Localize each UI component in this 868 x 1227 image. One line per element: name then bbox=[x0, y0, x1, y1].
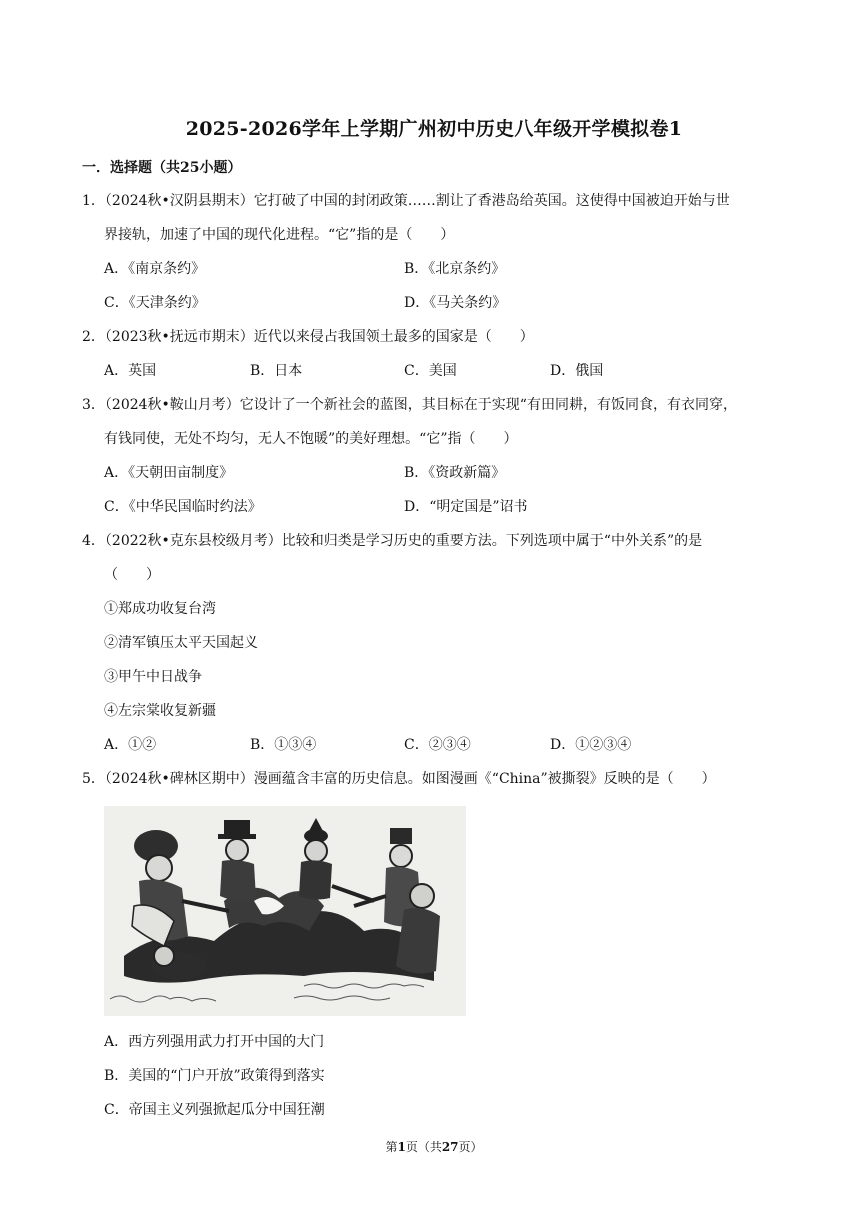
question-4-option-c: C．②③④ bbox=[404, 737, 471, 753]
question-1-text: 1．（2024秋•汉阴县期末）它打破了中国的封闭政策……割让了香港岛给英国。这使得中国被迫开始与世 bbox=[82, 193, 730, 209]
section-heading: 一．选择题（共25小题） bbox=[82, 160, 242, 176]
question-3-option-a: A．《天朝田亩制度》 bbox=[104, 465, 234, 481]
footer-suffix: 页） bbox=[458, 1140, 483, 1154]
footer-mid: 页（共 bbox=[405, 1140, 442, 1154]
question-4-item-1: ①郑成功收复台湾 bbox=[104, 601, 216, 617]
question-5-option-b: B．美国的“门户开放”政策得到落实 bbox=[104, 1068, 325, 1084]
footer-total-pages: 27 bbox=[441, 1140, 459, 1154]
question-1-option-d: D．《马关条约》 bbox=[404, 295, 507, 311]
footer-page-number: 1 bbox=[397, 1140, 406, 1154]
question-1-option-a: A．《南京条约》 bbox=[104, 261, 206, 277]
question-5-option-a: A．西方列强用武力打开中国的大门 bbox=[104, 1034, 325, 1050]
question-2-text: 2．（2023秋•抚远市期末）近代以来侵占我国领土最多的国家是（ ） bbox=[82, 329, 534, 345]
question-4-text: 4．（2022秋•克东县校级月考）比较和归类是学习历史的重要方法。下列选项中属于“中外关系”的是 bbox=[82, 533, 703, 549]
footer-prefix: 第 bbox=[385, 1140, 398, 1154]
question-4-option-b: B．①③④ bbox=[250, 737, 317, 753]
question-5-text: 5．（2024秋•碑林区期中）漫画蕴含丰富的历史信息。如图漫画《“China”被撕裂》反映的是（ ） bbox=[82, 771, 716, 787]
question-1-text-cont: 界接轨，加速了中国的现代化进程。“它”指的是（ ） bbox=[104, 227, 455, 243]
question-4-option-a: A．①② bbox=[104, 737, 157, 753]
question-4-item-2: ②清军镇压太平天国起义 bbox=[104, 635, 258, 651]
question-4-text-cont: （ ） bbox=[104, 567, 160, 583]
question-2-option-d: D．俄国 bbox=[550, 363, 604, 379]
china-torn-cartoon-image bbox=[104, 806, 466, 1016]
question-3-option-d: D．“明定国是”诏书 bbox=[404, 499, 528, 515]
page-footer bbox=[0, 1138, 868, 1155]
question-4-option-d: D．①②③④ bbox=[550, 737, 632, 753]
question-5-option-c: C．帝国主义列强掀起瓜分中国狂潮 bbox=[104, 1102, 325, 1118]
question-3-text: 3．（2024秋•鞍山月考）它设计了一个新社会的蓝图，其目标在于实现“有田同耕，有饭同食，有衣同穿， bbox=[82, 397, 737, 413]
question-3-text-cont: 有钱同使，无处不均匀，无人不饱暖”的美好理想。“它”指（ ） bbox=[104, 431, 518, 447]
question-2-option-a: A．英国 bbox=[104, 363, 157, 379]
question-3-option-c: C．《中华民国临时约法》 bbox=[104, 499, 262, 515]
question-4-item-4: ④左宗棠收复新疆 bbox=[104, 703, 216, 719]
question-2-option-b: B．日本 bbox=[250, 363, 303, 379]
question-2-option-c: C．美国 bbox=[404, 363, 457, 379]
question-4-item-3: ③甲午中日战争 bbox=[104, 669, 202, 685]
question-1-option-b: B．《北京条约》 bbox=[404, 261, 506, 277]
page-title: 2025-2026学年上学期广州初中历史八年级开学模拟卷1 bbox=[185, 118, 683, 140]
question-3-option-b: B．《资政新篇》 bbox=[404, 465, 506, 481]
question-1-option-c: C．《天津条约》 bbox=[104, 295, 206, 311]
